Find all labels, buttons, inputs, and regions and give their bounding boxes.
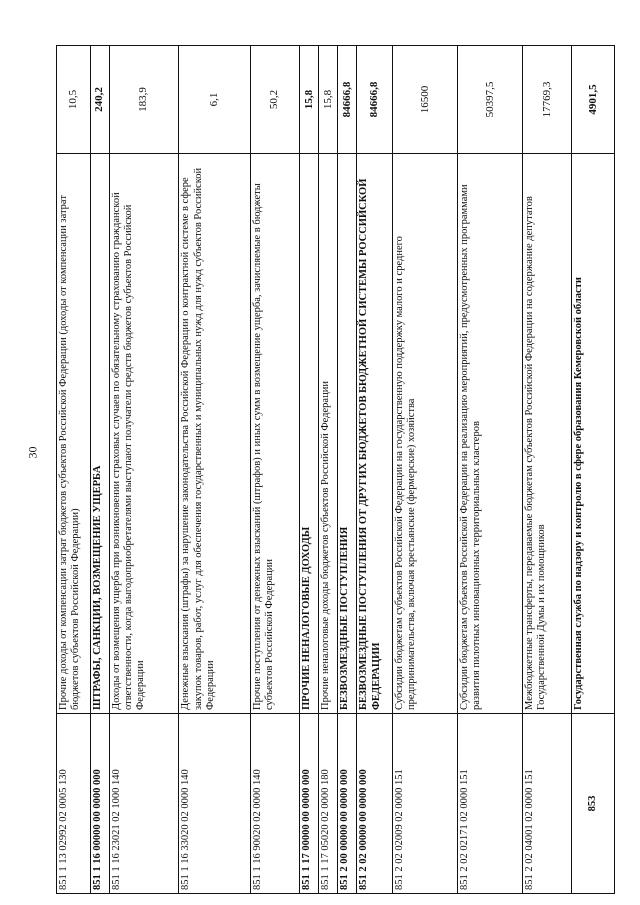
revenue-amount: 84666,8 — [357, 46, 393, 154]
table-row — [250, 46, 299, 894]
table-row — [319, 46, 338, 894]
table-row — [300, 46, 319, 894]
revenue-amount: 17769,3 — [523, 46, 572, 154]
revenue-name: Прочие поступления от денежных взысканий (штрафов) и иных сумм в возмещение ущерба, зачисляемые в бюджеты субъектов Российской Федерации — [250, 154, 299, 714]
table-row — [179, 46, 251, 894]
table-row — [393, 46, 458, 894]
table-row — [109, 46, 178, 894]
revenue-name: БЕЗВОЗМЕЗДНЫЕ ПОСТУПЛЕНИЯ ОТ ДРУГИХ БЮДЖЕТОВ БЮДЖЕТНОЙ СИСТЕМЫ РОССИЙСКОЙ ФЕДЕРАЦИИ — [357, 154, 393, 714]
revenue-name: Субсидии бюджетам субъектов Российской Федерации на реализацию мероприятий, предусмотренных программами развития пилотных инновационных территориальных кластеров — [458, 154, 523, 714]
table-row — [523, 46, 572, 894]
budget-code: 851 2 02 04001 02 0000 151 — [523, 714, 572, 894]
table-row — [90, 46, 109, 894]
revenue-name: Государственная служба по надзору и контролю в сфере образования Кемеровской области — [572, 154, 615, 714]
table-row — [572, 46, 615, 894]
table-row — [338, 46, 357, 894]
revenue-amount: 84666,8 — [338, 46, 357, 154]
table-row — [357, 46, 393, 894]
revenue-amount: 50,2 — [250, 46, 299, 154]
revenue-amount: 10,5 — [57, 46, 91, 154]
budget-code: 851 1 16 90020 02 0000 140 — [250, 714, 299, 894]
revenue-amount: 183,9 — [109, 46, 178, 154]
budget-code: 853 — [572, 714, 615, 894]
revenue-table — [56, 45, 615, 894]
budget-code: 851 2 02 02171 02 0000 151 — [458, 714, 523, 894]
table-row — [458, 46, 523, 894]
budget-code: 851 2 00 00000 00 0000 000 — [338, 714, 357, 894]
revenue-amount: 6,1 — [179, 46, 251, 154]
revenue-name: Прочие доходы от компенсации затрат бюджетов субъектов Российской Федерации (доходы от компенсации затрат бюджетов субъектов Российской Федерации) — [57, 154, 91, 714]
revenue-name: ШТРАФЫ, САНКЦИИ, ВОЗМЕЩЕНИЕ УЩЕРБА — [90, 154, 109, 714]
revenue-name: ПРОЧИЕ НЕНАЛОГОВЫЕ ДОХОДЫ — [300, 154, 319, 714]
budget-code: 851 1 16 00000 00 0000 000 — [90, 714, 109, 894]
budget-code: 851 1 17 05020 02 0000 180 — [319, 714, 338, 894]
revenue-amount: 16500 — [393, 46, 458, 154]
revenue-name: Межбюджетные трансферты, передаваемые бюджетам субъектов Российской Федерации на содержание депутатов Государственной Думы и их помощников — [523, 154, 572, 714]
revenue-name: БЕЗВОЗМЕЗДНЫЕ ПОСТУПЛЕНИЯ — [338, 154, 357, 714]
budget-code: 851 2 02 02009 02 0000 151 — [393, 714, 458, 894]
revenue-amount: 240,2 — [90, 46, 109, 154]
revenue-name: Доходы от возмещения ущерба при возникновении страховых случаев по обязательному страхованию гражданской ответственности, когда выгодоприобретателями выступают получатели средств бюджетов субъектов Российской Федерации — [109, 154, 178, 714]
page-number: 30 — [25, 446, 40, 459]
budget-code: 851 1 16 33020 02 0000 140 — [179, 714, 251, 894]
revenue-name: Прочие неналоговые доходы бюджетов субъектов Российской Федерации — [319, 154, 338, 714]
budget-code: 851 1 16 23021 02 1000 140 — [109, 714, 178, 894]
revenue-amount: 15,8 — [319, 46, 338, 154]
table-row — [57, 46, 91, 894]
revenue-amount: 15,8 — [300, 46, 319, 154]
revenue-amount: 4901,5 — [572, 46, 615, 154]
revenue-table-container — [56, 46, 615, 894]
revenue-amount: 50397,5 — [458, 46, 523, 154]
budget-code: 851 1 13 02992 02 0005 130 — [57, 714, 91, 894]
budget-code: 851 1 17 00000 00 0000 000 — [300, 714, 319, 894]
revenue-name: Денежные взыскания (штрафы) за нарушение законодательства Российской Федерации о контрактной системе в сфере закупок товаров, работ, услуг для обеспечения государственных и муниципальных нужд для нужд субъектов Российской Федерации — [179, 154, 251, 714]
revenue-name: Субсидии бюджетам субъектов Российской Федерации на государственную поддержку малого и среднего предпринимательства, включая крестьянские (фермерские) хозяйства — [393, 154, 458, 714]
budget-code: 851 2 02 00000 00 0000 000 — [357, 714, 393, 894]
